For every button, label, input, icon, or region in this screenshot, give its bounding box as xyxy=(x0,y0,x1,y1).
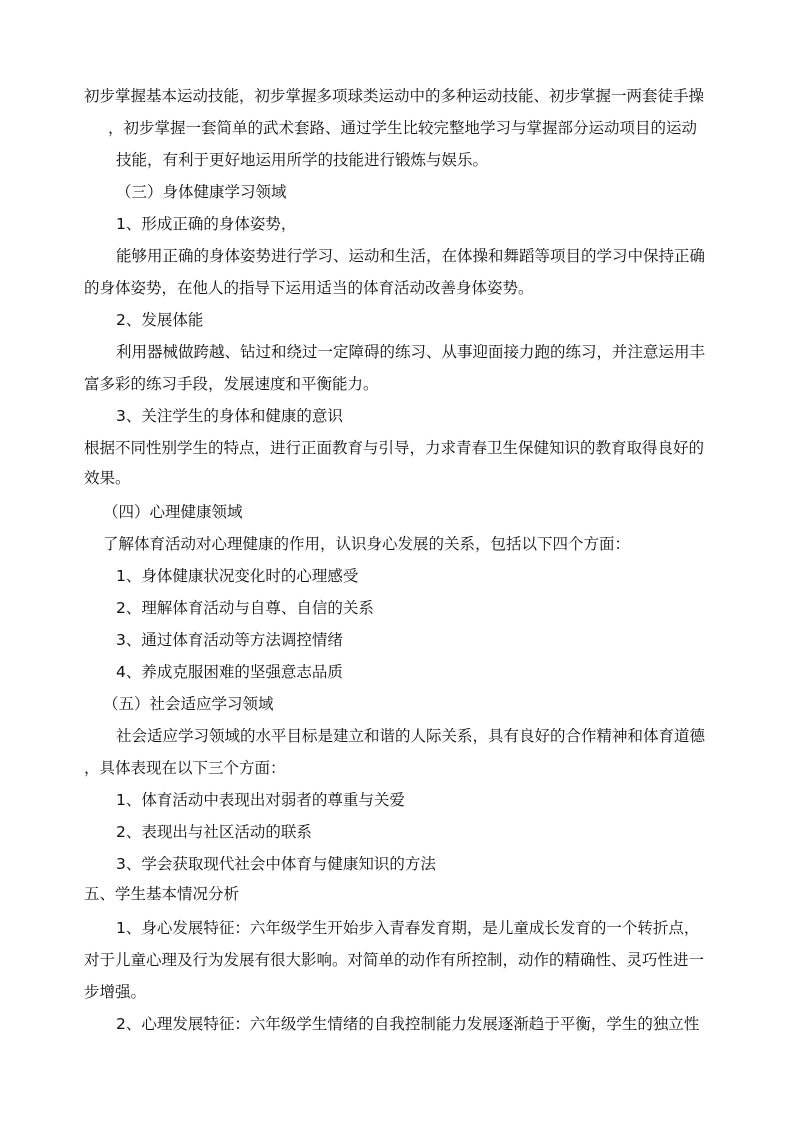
text-line: 效果。 xyxy=(84,469,131,487)
text-line: 对于儿童心理及行为发展有很大影响。对简单的动作有所控制，动作的精确性、灵巧性进一 xyxy=(84,951,705,969)
text-line: 富多彩的练习手段，发展速度和平衡能力。 xyxy=(84,375,379,393)
subheading: 2、发展体能 xyxy=(116,311,204,329)
text-line: ，初步掌握一套简单的武术套路、通过学生比较完整地学习与掌握部分运动项目的运动 xyxy=(108,119,698,137)
list-item: 1、体育活动中表现出对弱者的尊重与关爱 xyxy=(116,791,405,809)
text-line: 利用器械做跨越、钻过和绕过一定障碍的练习、从事迎面接力跑的练习，并注意运用丰 xyxy=(116,343,706,361)
text-line: 技能，有利于更好地运用所学的技能进行锻炼与娱乐。 xyxy=(116,151,489,169)
text-line: 根据不同性别学生的特点，进行正面教育与引导，力求青春卫生保健知识的教育取得良好的 xyxy=(84,439,705,457)
text-line: 的身体姿势，在他人的指导下运用适当的体育活动改善身体姿势。 xyxy=(84,279,534,297)
list-item: 3、通过体育活动等方法调控情绪 xyxy=(116,631,343,649)
section-heading: （五）社会适应学习领域 xyxy=(103,695,274,713)
section-heading: 五、学生基本情况分析 xyxy=(84,885,240,903)
text-line: 能够用正确的身体姿势进行学习、运动和生活，在体操和舞蹈等项目的学习中保持正确 xyxy=(116,247,706,265)
subheading: 3、关注学生的身体和健康的意识 xyxy=(116,407,343,425)
section-heading: （三）身体健康学习领域 xyxy=(116,183,287,201)
text-line: 步增强。 xyxy=(84,983,147,1001)
text-line: 2、心理发展特征：六年级学生情绪的自我控制能力发展逐渐趋于平衡，学生的独立性 xyxy=(116,1015,700,1033)
text-line: ，具体表现在以下三个方面： xyxy=(84,759,286,777)
text-line: 了解体育活动对心理健康的作用，认识身心发展的关系，包括以下四个方面： xyxy=(103,535,631,553)
list-item: 4、养成克服困难的坚强意志品质 xyxy=(116,663,343,681)
text-line: 社会适应学习领域的水平目标是建立和谐的人际关系，具有良好的合作精神和体育道德 xyxy=(116,727,706,745)
list-item: 1、身体健康状况变化时的心理感受 xyxy=(116,567,359,585)
text-line: 初步掌握基本运动技能，初步掌握多项球类运动中的多种运动技能、初步掌握一两套徒手操 xyxy=(84,87,705,105)
list-item: 2、理解体育活动与自尊、自信的关系 xyxy=(116,599,374,617)
list-item: 3、学会获取现代社会中体育与健康知识的方法 xyxy=(116,855,436,873)
section-heading: （四）心理健康领域 xyxy=(103,503,243,521)
subheading: 1、形成正确的身体姿势， xyxy=(116,215,297,233)
list-item: 2、表现出与社区活动的联系 xyxy=(116,823,312,841)
text-line: 1、身心发展特征：六年级学生开始步入青春发育期，是儿童成长发育的一个转折点， xyxy=(116,919,700,937)
